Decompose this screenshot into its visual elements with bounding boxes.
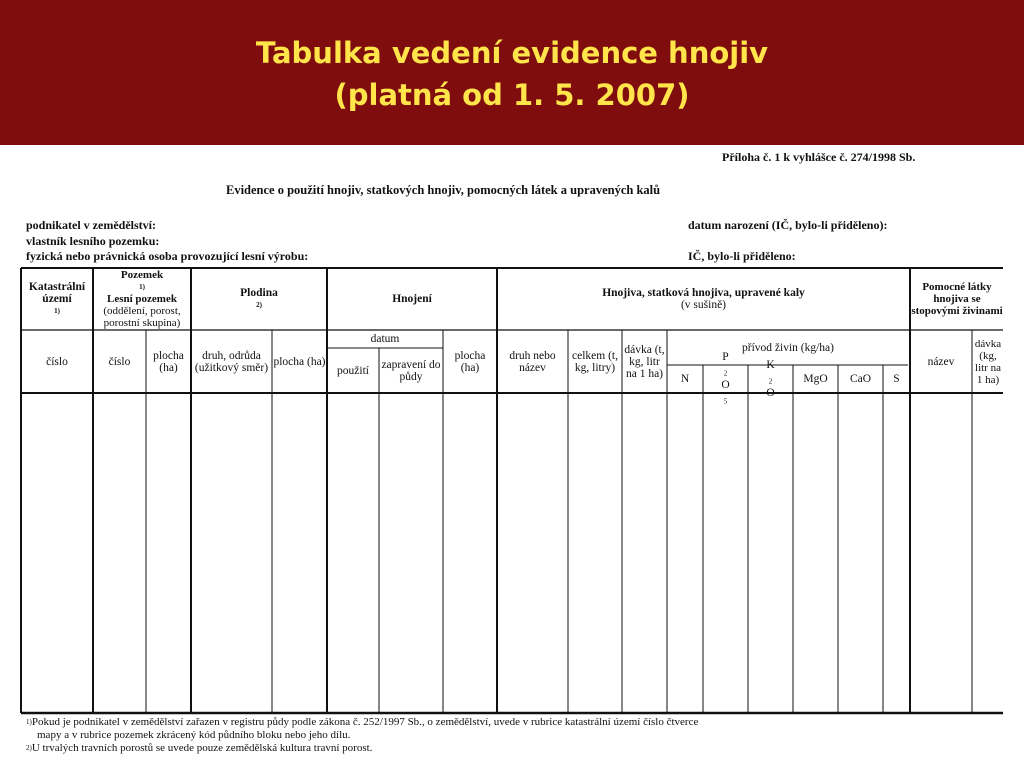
field-label-ic: IČ, bylo-li přiděleno: — [688, 249, 796, 263]
evidence-table-grid — [0, 145, 1024, 768]
col-pozemek-cislo: číslo — [108, 355, 131, 368]
footnote-2: $^{2)}$U trvalých travních porostů se uvede pouze zemědělská kultura travní porost. — [26, 742, 373, 754]
col-plodina-plocha: plocha (ha) — [273, 355, 326, 368]
col-group-plodina: Plodina $^{2)}$ — [240, 287, 278, 309]
col-pozemek-plocha: plocha (ha) — [153, 349, 184, 374]
document-scan — [0, 145, 1024, 768]
col-pomocne-davka: dávka (kg, litr na 1 ha) — [974, 337, 1002, 386]
slide-title-line2: (platná od 1. 5. 2007) — [334, 78, 690, 112]
slide-header — [0, 0, 1024, 145]
field-label-farmer: podnikatel v zemědělství: — [26, 218, 156, 232]
footnote-1-cont: mapy a v rubrice pozemek zkrácený kód půdního bloku nebo jeho dílu. — [37, 729, 351, 741]
col-hnojiva-celkem: celkem (t, kg, litry) — [572, 349, 618, 374]
document-heading: Evidence o použití hnojiv, statkových hnojiv, pomocných látek a upravených kalů — [226, 183, 661, 197]
col-subgroup-datum: datum — [370, 333, 400, 345]
field-label-forest-operator: fyzická nebo právnická osoba provozující lesní výrobu: — [26, 249, 309, 263]
col-hnojiva-druh: druh nebo název — [509, 349, 556, 374]
col-datum-pouziti: použití — [337, 364, 369, 377]
col-nutrient-s: S — [893, 373, 900, 385]
col-group-hnojeni: Hnojení — [392, 293, 432, 305]
col-katastralni-cislo: číslo — [46, 355, 68, 368]
col-hnojeni-plocha: plocha (ha) — [454, 349, 486, 374]
col-nutrient-p2o5: P $_2$ O $_5$ — [721, 350, 730, 406]
col-pomocne-nazev: název — [927, 355, 955, 368]
col-group-pomocne: Pomocné látky hnojiva se stopovými živinami — [911, 281, 1003, 317]
col-nutrient-mgo: MgO — [803, 373, 828, 385]
col-datum-zapraveni: zapravení do půdy — [381, 358, 441, 383]
col-plodina-druh: druh, odrůda (užitkový směr) — [194, 349, 269, 374]
slide-title-line1: Tabulka vedení evidence hnojiv — [255, 36, 769, 70]
col-group-pozemek: Pozemek $^{1)}$ Lesní pozemek (oddělení, porost, porostní skupina) — [103, 269, 181, 329]
col-group-katastralni: Katastrální území $^{1)}$ — [28, 281, 86, 315]
field-label-birthdate: datum narození (IČ, bylo-li přiděleno): — [688, 218, 888, 232]
col-nutrient-n: N — [680, 373, 690, 385]
col-nutrient-cao: CaO — [849, 373, 872, 385]
col-nutrient-k2o: K $_2$ O — [766, 358, 775, 400]
annex-reference: Příloha č. 1 k vyhlášce č. 274/1998 Sb. — [722, 150, 916, 164]
footnote-1: $^{1)}$Pokud je podnikatel v zemědělství zařazen v registru půdy podle zákona č. 252/1997 Sb., o zemědělství, uvede v rubrice katastrální území číslo čtverce — [26, 716, 699, 728]
field-label-forest-owner: vlastník lesního pozemku: — [26, 234, 160, 248]
col-subgroup-privod: přívod živin (kg/ha) — [742, 341, 834, 354]
col-group-hnojiva: Hnojiva, statková hnojiva, upravené kaly (v sušině) — [602, 287, 805, 311]
col-hnojiva-davka: dávka (t, kg, litr na 1 ha) — [624, 343, 665, 380]
